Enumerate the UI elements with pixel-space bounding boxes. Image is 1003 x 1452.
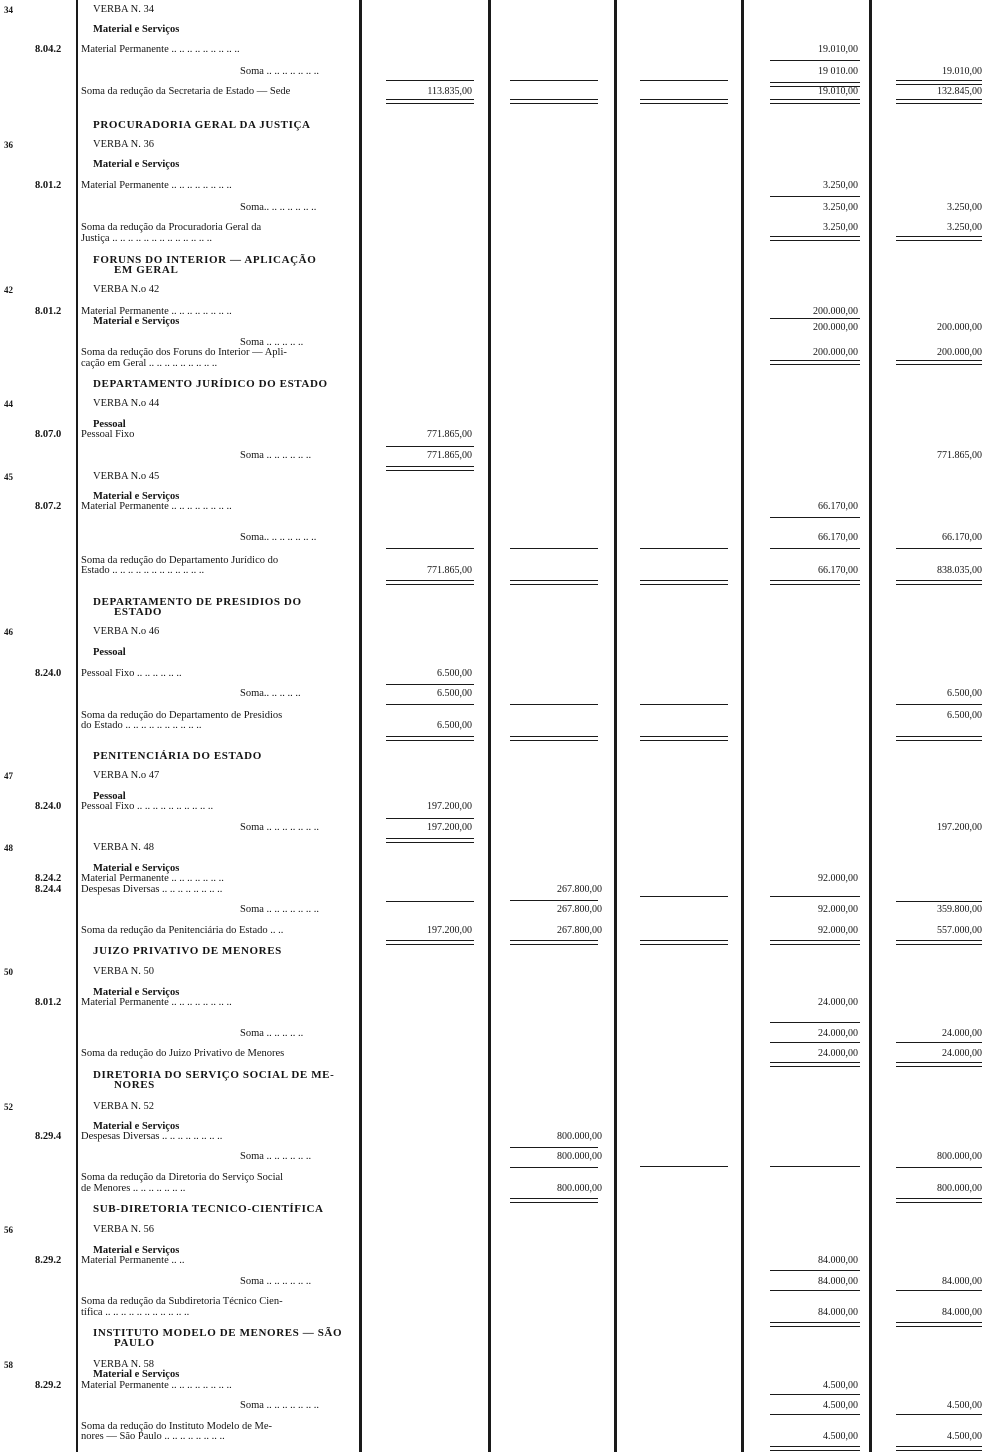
- amount-cell: 3.250,00: [823, 202, 858, 213]
- verba-label: VERBA N. 36: [93, 139, 154, 150]
- row-description: Soma.. .. .. .. .. .. ..: [240, 532, 317, 543]
- margin-number: 48: [4, 843, 13, 853]
- amount-cell: 92.000,00: [818, 925, 858, 936]
- verba-label: VERBA N. 56: [93, 1224, 154, 1235]
- ruling-line: [386, 80, 474, 81]
- ruling-line: [896, 1290, 982, 1291]
- row-description: Material e Serviços: [93, 24, 180, 35]
- item-code: 8.24.2: [35, 873, 62, 884]
- ruling-line: [770, 318, 860, 319]
- amount-cell: 267.800,00: [557, 925, 602, 936]
- column-rule: [741, 0, 744, 1452]
- ruling-line: [770, 1414, 860, 1415]
- ruling-line: [640, 704, 728, 705]
- column-rule: [76, 0, 78, 1452]
- amount-cell: 197.200,00: [427, 801, 472, 812]
- column-rule: [488, 0, 491, 1452]
- ruling-line: [770, 1022, 860, 1023]
- item-code: 8.24.4: [35, 884, 62, 895]
- amount-cell: 800.000,00: [937, 1151, 982, 1162]
- row-description: Pessoal: [93, 419, 126, 430]
- amount-cell: 200.000,00: [813, 347, 858, 358]
- amount-cell: 6.500,00: [437, 688, 472, 699]
- section-heading: PENITENCIÁRIA DO ESTADO: [93, 750, 262, 762]
- amount-cell: 557.000,00: [937, 925, 982, 936]
- section-heading: INSTITUTO MODELO DE MENORES — SÃO: [93, 1327, 343, 1339]
- ruling-line: [510, 580, 598, 585]
- amount-cell: 66.170,00: [818, 532, 858, 543]
- ruling-line: [510, 99, 598, 104]
- ruling-line: [510, 1167, 598, 1168]
- ruling-line: [386, 736, 474, 741]
- ruling-line: [386, 466, 474, 471]
- amount-cell: 92.000,00: [818, 873, 858, 884]
- item-code: 8.04.2: [35, 44, 62, 55]
- row-description: Despesas Diversas .. .. .. .. .. .. .. ..: [81, 1131, 223, 1142]
- ruling-line: [770, 1446, 860, 1451]
- row-description: Material e Serviços: [93, 316, 180, 327]
- row-description: Justiça .. .. .. .. .. .. .. .. .. .. .. .. ..: [81, 233, 212, 244]
- item-code: 8.01.2: [35, 180, 62, 191]
- amount-cell: 3.250,00: [823, 180, 858, 191]
- ruling-line: [896, 548, 982, 549]
- ruling-line: [896, 901, 982, 902]
- ruling-line: [896, 80, 982, 85]
- amount-cell: 4.500,00: [823, 1431, 858, 1442]
- amount-cell: 771.865,00: [937, 450, 982, 461]
- ruling-line: [896, 1414, 982, 1415]
- row-description: Material Permanente .. .. .. .. .. .. .. ..: [81, 501, 232, 512]
- ruling-line: [386, 580, 474, 585]
- ruling-line: [510, 548, 598, 549]
- ruling-line: [896, 1322, 982, 1327]
- amount-cell: 66.170,00: [818, 501, 858, 512]
- ruling-line: [770, 517, 860, 518]
- row-description: Pessoal: [93, 791, 126, 802]
- amount-cell: 6.500,00: [437, 720, 472, 731]
- row-description: Material e Serviços: [93, 1369, 180, 1380]
- section-heading: DEPARTAMENTO JURÍDICO DO ESTADO: [93, 378, 328, 390]
- ruling-line: [386, 446, 474, 447]
- row-description: Material Permanente .. .. .. .. .. .. .. ..: [81, 180, 232, 191]
- ruling-line: [896, 236, 982, 241]
- verba-label: VERBA N.o 46: [93, 626, 160, 637]
- row-description: Soma da redução da Diretoria do Serviço Social: [81, 1172, 284, 1183]
- amount-cell: 24.000,00: [942, 1048, 982, 1059]
- amount-cell: 66.170,00: [818, 565, 858, 576]
- row-description: do Estado .. .. .. .. .. .. .. .. .. ..: [81, 720, 202, 731]
- row-description: Material Permanente .. .. .. .. .. .. .. .. ..: [81, 44, 240, 55]
- row-description: Pessoal Fixo .. .. .. .. .. ..: [81, 668, 182, 679]
- ruling-line: [770, 360, 860, 365]
- ruling-line: [896, 736, 982, 741]
- amount-cell: 197.200,00: [937, 822, 982, 833]
- row-description: Soma da redução do Instituto Modelo de Me-: [81, 1421, 272, 1432]
- ruling-line: [770, 60, 860, 61]
- row-description: Material e Serviços: [93, 987, 180, 998]
- amount-cell: 200.000,00: [937, 347, 982, 358]
- row-description: Material Permanente .. .. .. .. .. .. .. ..: [81, 306, 232, 317]
- row-description: Soma da redução do Departamento de Presidios: [81, 710, 283, 721]
- margin-number: 46: [4, 627, 13, 637]
- ruling-line: [770, 1166, 860, 1167]
- ruling-line: [896, 360, 982, 365]
- ruling-line: [770, 1270, 860, 1271]
- item-code: 8.01.2: [35, 306, 62, 317]
- ruling-line: [770, 548, 860, 549]
- margin-number: 45: [4, 472, 13, 482]
- amount-cell: 84.000,00: [818, 1307, 858, 1318]
- amount-cell: 359.800,00: [937, 904, 982, 915]
- section-heading: NORES: [114, 1079, 155, 1091]
- ruling-line: [510, 736, 598, 741]
- row-description: Soma da redução da Subdiretoria Técnico Cien-: [81, 1296, 283, 1307]
- amount-cell: 267.800,00: [557, 884, 602, 895]
- margin-number: 52: [4, 1102, 13, 1112]
- row-description: Soma da redução da Procuradoria Geral da: [81, 222, 262, 233]
- amount-cell: 771.865,00: [427, 429, 472, 440]
- amount-cell: 4.500,00: [947, 1431, 982, 1442]
- ruling-line: [640, 580, 728, 585]
- row-description: Soma da redução dos Foruns do Interior — Apli-: [81, 347, 287, 358]
- amount-cell: 19.010,00: [942, 66, 982, 77]
- margin-number: 36: [4, 140, 13, 150]
- verba-label: VERBA N. 52: [93, 1101, 154, 1112]
- row-description: Soma .. .. .. .. ..: [240, 1028, 304, 1039]
- row-description: Despesas Diversas .. .. .. .. .. .. .. ..: [81, 884, 223, 895]
- amount-cell: 66.170,00: [942, 532, 982, 543]
- amount-cell: 267.800,00: [557, 904, 602, 915]
- amount-cell: 6.500,00: [947, 710, 982, 721]
- row-description: Material e Serviços: [93, 1121, 180, 1132]
- section-heading: ESTADO: [114, 606, 163, 618]
- amount-cell: 4.500,00: [947, 1400, 982, 1411]
- row-description: Soma.. .. .. .. .. .. ..: [240, 202, 317, 213]
- item-code: 8.24.0: [35, 668, 62, 679]
- ruling-line: [770, 1290, 860, 1291]
- row-description: Soma da redução da Secretaria de Estado — Sede: [81, 86, 291, 97]
- amount-cell: 3.250,00: [947, 222, 982, 233]
- amount-cell: 838.035,00: [937, 565, 982, 576]
- amount-cell: 800.000,00: [557, 1131, 602, 1142]
- item-code: 8.07.0: [35, 429, 62, 440]
- ruling-line: [640, 940, 728, 945]
- ruling-line: [640, 896, 728, 897]
- ruling-line: [770, 82, 860, 87]
- amount-cell: 200.000,00: [813, 322, 858, 333]
- verba-label: VERBA N.o 45: [93, 471, 160, 482]
- ruling-line: [896, 1446, 982, 1451]
- amount-cell: 800.000,00: [557, 1183, 602, 1194]
- ruling-line: [510, 940, 598, 945]
- ruling-line: [770, 196, 860, 197]
- amount-cell: 771.865,00: [427, 565, 472, 576]
- row-description: Estado .. .. .. .. .. .. .. .. .. .. .. ..: [81, 565, 205, 576]
- ruling-line: [510, 1147, 598, 1148]
- ruling-line: [640, 736, 728, 741]
- amount-cell: 197.200,00: [427, 822, 472, 833]
- ruling-line: [640, 548, 728, 549]
- amount-cell: 3.250,00: [947, 202, 982, 213]
- ruling-line: [896, 704, 982, 705]
- item-code: 8.07.2: [35, 501, 62, 512]
- ruling-line: [770, 1322, 860, 1327]
- section-heading: PROCURADORIA GERAL DA JUSTIÇA: [93, 119, 311, 131]
- amount-cell: 19.010,00: [818, 86, 858, 97]
- verba-label: VERBA N. 48: [93, 842, 154, 853]
- ruling-line: [770, 236, 860, 241]
- ruling-line: [896, 1042, 982, 1043]
- amount-cell: 200.000,00: [813, 306, 858, 317]
- row-description: Soma .. .. .. .. .. .. ..: [240, 904, 320, 915]
- amount-cell: 3.250,00: [823, 222, 858, 233]
- ruling-line: [896, 580, 982, 585]
- amount-cell: 19 010.00: [818, 66, 858, 77]
- column-rule: [869, 0, 872, 1452]
- verba-label: VERBA N. 34: [93, 4, 154, 15]
- amount-cell: 113.835,00: [427, 86, 472, 97]
- row-description: Soma da redução da Penitenciária do Estado .. ..: [81, 925, 284, 936]
- amount-cell: 4.500,00: [823, 1400, 858, 1411]
- row-description: Soma da redução do Departamento Jurídico do: [81, 555, 279, 566]
- amount-cell: 24.000,00: [942, 1028, 982, 1039]
- item-code: 8.24.0: [35, 801, 62, 812]
- item-code: 8.29.2: [35, 1255, 62, 1266]
- ruling-line: [770, 1394, 860, 1395]
- ruling-line: [896, 940, 982, 945]
- ruling-line: [896, 1062, 982, 1067]
- row-description: Material e Serviços: [93, 491, 180, 502]
- amount-cell: 800.000,00: [937, 1183, 982, 1194]
- verba-label: VERBA N. 50: [93, 966, 154, 977]
- margin-number: 50: [4, 967, 13, 977]
- row-description: Soma .. .. .. .. .. ..: [240, 1151, 312, 1162]
- row-description: Pessoal: [93, 647, 126, 658]
- margin-number: 56: [4, 1225, 13, 1235]
- row-description: Material e Serviços: [93, 1245, 180, 1256]
- ruling-line: [510, 80, 598, 81]
- ruling-line: [896, 1198, 982, 1203]
- item-code: 8.29.4: [35, 1131, 62, 1142]
- ruling-line: [386, 548, 474, 549]
- ruling-line: [386, 940, 474, 945]
- row-description: cação em Geral .. .. .. .. .. .. .. .. ..: [81, 358, 218, 369]
- row-description: Pessoal Fixo .. .. .. .. .. .. .. .. .. ..: [81, 801, 214, 812]
- ruling-line: [640, 80, 728, 81]
- row-description: Material e Serviços: [93, 863, 180, 874]
- row-description: Soma .. .. .. .. .. .. ..: [240, 66, 320, 77]
- ruling-line: [386, 704, 474, 705]
- verba-label: VERBA N.o 47: [93, 770, 160, 781]
- ruling-line: [770, 940, 860, 945]
- row-description: nores — São Paulo .. .. .. .. .. .. .. ..: [81, 1431, 225, 1442]
- section-heading: EM GERAL: [114, 264, 179, 276]
- amount-cell: 6.500,00: [437, 668, 472, 679]
- amount-cell: 132.845,00: [937, 86, 982, 97]
- section-heading: FORUNS DO INTERIOR — APLICAÇÃO: [93, 254, 317, 266]
- section-heading: PAULO: [114, 1337, 155, 1349]
- row-description: Soma .. .. .. .. .. .. ..: [240, 822, 320, 833]
- ruling-line: [386, 99, 474, 104]
- amount-cell: 200.000,00: [937, 322, 982, 333]
- ruling-line: [896, 99, 982, 104]
- amount-cell: 19.010,00: [818, 44, 858, 55]
- ruling-line: [640, 1166, 728, 1167]
- ruling-line: [640, 99, 728, 104]
- amount-cell: 84.000,00: [818, 1255, 858, 1266]
- amount-cell: 84.000,00: [942, 1276, 982, 1287]
- row-description: Soma da redução do Juizo Privativo de Menores: [81, 1048, 285, 1059]
- row-description: Soma .. .. .. .. .. .. ..: [240, 1400, 320, 1411]
- amount-cell: 771.865,00: [427, 450, 472, 461]
- verba-label: VERBA N.o 42: [93, 284, 160, 295]
- column-rule: [614, 0, 617, 1452]
- margin-number: 44: [4, 399, 13, 409]
- ruling-line: [770, 580, 860, 585]
- ruling-line: [510, 900, 598, 901]
- amount-cell: 6.500,00: [947, 688, 982, 699]
- row-description: Soma .. .. .. .. .. ..: [240, 450, 312, 461]
- amount-cell: 24.000,00: [818, 1028, 858, 1039]
- ruling-line: [510, 704, 598, 705]
- row-description: Soma .. .. .. .. .. ..: [240, 1276, 312, 1287]
- ruling-line: [770, 1042, 860, 1043]
- row-description: tífica .. .. .. .. .. .. .. .. .. .. ..: [81, 1307, 190, 1318]
- ruling-line: [770, 896, 860, 897]
- ruling-line: [386, 901, 474, 902]
- amount-cell: 24.000,00: [818, 1048, 858, 1059]
- ruling-line: [896, 1167, 982, 1168]
- verba-label: VERBA N. 58: [93, 1359, 154, 1370]
- ruling-line: [510, 1198, 598, 1203]
- row-description: Material e Serviços: [93, 159, 180, 170]
- ruling-line: [770, 99, 860, 104]
- ruling-line: [386, 818, 474, 819]
- row-description: Pessoal Fixo: [81, 429, 135, 440]
- verba-label: VERBA N.o 44: [93, 398, 160, 409]
- amount-cell: 84.000,00: [942, 1307, 982, 1318]
- ruling-line: [770, 1062, 860, 1067]
- amount-cell: 800.000,00: [557, 1151, 602, 1162]
- ruling-line: [386, 684, 474, 685]
- amount-cell: 197.200,00: [427, 925, 472, 936]
- section-heading: SUB-DIRETORIA TECNICO-CIENTÍFICA: [93, 1203, 324, 1215]
- row-description: de Menores .. .. .. .. .. .. ..: [81, 1183, 186, 1194]
- amount-cell: 4.500,00: [823, 1380, 858, 1391]
- item-code: 8.29.2: [35, 1380, 62, 1391]
- margin-number: 42: [4, 285, 13, 295]
- row-description: Soma.. .. .. .. ..: [240, 688, 301, 699]
- row-description: Material Permanente .. .. .. .. .. .. .. ..: [81, 997, 232, 1008]
- row-description: Material Permanente .. .. .. .. .. .. .. ..: [81, 1380, 232, 1391]
- amount-cell: 84.000,00: [818, 1276, 858, 1287]
- section-heading: DIRETORIA DO SERVIÇO SOCIAL DE ME-: [93, 1069, 335, 1081]
- margin-number: 47: [4, 771, 13, 781]
- row-description: Material Permanente .. ..: [81, 1255, 185, 1266]
- section-heading: JUIZO PRIVATIVO DE MENORES: [93, 945, 282, 957]
- row-description: Material Permanente .. .. .. .. .. .. ..: [81, 873, 224, 884]
- item-code: 8.01.2: [35, 997, 62, 1008]
- section-heading: DEPARTAMENTO DE PRESIDIOS DO: [93, 596, 302, 608]
- row-description: Soma .. .. .. .. ..: [240, 337, 304, 348]
- margin-number: 34: [4, 5, 13, 15]
- ruling-line: [386, 838, 474, 843]
- margin-number: 58: [4, 1360, 13, 1370]
- amount-cell: 92.000,00: [818, 904, 858, 915]
- amount-cell: 24.000,00: [818, 997, 858, 1008]
